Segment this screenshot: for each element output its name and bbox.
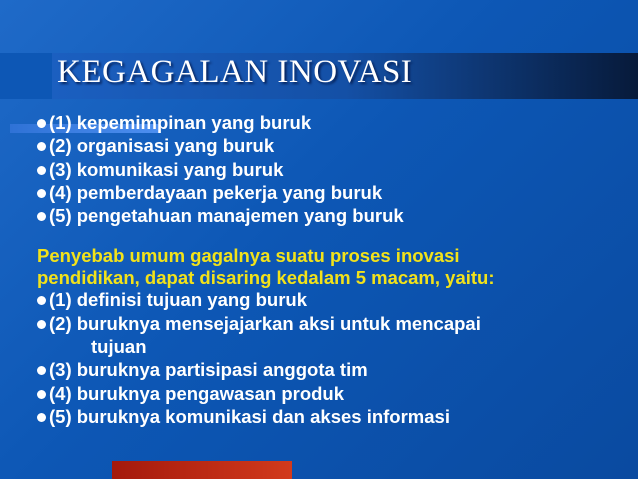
list-item: (2) organisasi yang buruk bbox=[37, 134, 627, 157]
bullet-icon bbox=[37, 212, 46, 221]
bullet-icon bbox=[37, 296, 46, 305]
list-item: (1) definisi tujuan yang buruk bbox=[37, 288, 627, 311]
list-item: (4) pemberdayaan pekerja yang buruk bbox=[37, 181, 627, 204]
bullet-icon bbox=[37, 320, 46, 329]
intro-text-line: Penyebab umum gagalnya suatu proses inovasi bbox=[37, 245, 460, 267]
list-item: (4) buruknya pengawasan produk bbox=[37, 382, 627, 405]
bullet-icon bbox=[37, 366, 46, 375]
list-item-continuation: tujuan bbox=[91, 336, 147, 358]
bullet-icon bbox=[37, 142, 46, 151]
title-bar-left bbox=[0, 53, 52, 99]
slide-content bbox=[37, 111, 627, 428]
intro-text-line: pendidikan, dapat disaring kedalam 5 macam, yaitu: bbox=[37, 266, 495, 288]
list-item: (5) pengetahuan manajemen yang buruk bbox=[37, 204, 627, 227]
slide-title: KEGAGALAN INOVASI bbox=[57, 54, 413, 90]
list-item: (3) komunikasi yang buruk bbox=[37, 158, 627, 181]
list-item: (1) kepemimpinan yang buruk bbox=[37, 111, 627, 134]
bullet-icon bbox=[37, 119, 46, 128]
spacer bbox=[37, 227, 627, 245]
list-item: (3) buruknya partisipasi anggota tim bbox=[37, 358, 627, 381]
bullet-icon bbox=[37, 390, 46, 399]
bullet-icon bbox=[37, 166, 46, 175]
bullet-icon bbox=[37, 413, 46, 422]
list-item: (2) buruknya mensejajarkan aksi untuk mencapai bbox=[37, 312, 627, 335]
accent-bar-bottom bbox=[112, 461, 292, 479]
bullet-icon bbox=[37, 189, 46, 198]
list-item: (5) buruknya komunikasi dan akses informasi bbox=[37, 405, 627, 428]
